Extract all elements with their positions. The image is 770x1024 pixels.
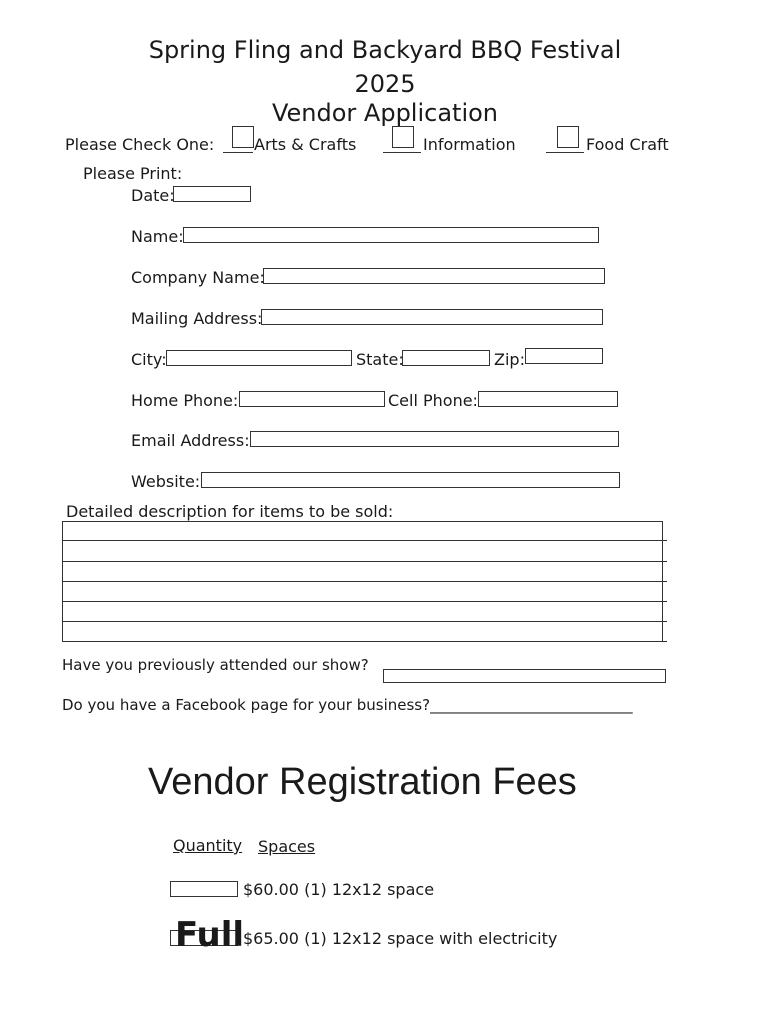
state-field[interactable]: [402, 350, 490, 366]
description-line: [62, 561, 667, 562]
arts-crafts-checkbox[interactable]: [232, 126, 254, 148]
name-field[interactable]: [183, 227, 599, 243]
please-print-label: Please Print:: [83, 164, 183, 183]
attended-field[interactable]: [383, 669, 666, 683]
company-field[interactable]: [263, 268, 605, 284]
form-subtitle: Vendor Application: [271, 99, 499, 127]
facebook-question: Do you have a Facebook page for your business?___________________________: [62, 696, 633, 714]
email-field[interactable]: [250, 431, 619, 447]
spaces-header: Spaces: [258, 837, 316, 856]
description-line: [62, 540, 667, 541]
form-title: Spring Fling and Backyard BBQ Festival: [148, 36, 622, 64]
home-phone-label: Home Phone:: [131, 391, 239, 410]
city-field[interactable]: [166, 350, 352, 366]
food-craft-label: Food Craft: [586, 135, 669, 154]
email-label: Email Address:: [131, 431, 250, 450]
description-label: Detailed description for items to be sold:: [66, 502, 394, 521]
cell-phone-label: Cell Phone:: [388, 391, 478, 410]
information-label: Information: [423, 135, 516, 154]
form-year: 2025: [354, 70, 416, 98]
state-label: State:: [356, 350, 404, 369]
fee-item-65: $65.00 (1) 12x12 space with electricity: [243, 929, 558, 948]
home-phone-field[interactable]: [239, 391, 385, 407]
arts-crafts-label: Arts & Crafts: [254, 135, 357, 154]
food-craft-checkbox[interactable]: [557, 126, 579, 148]
mailing-field[interactable]: [261, 309, 603, 325]
arts-underline: [223, 152, 253, 153]
fee-item-60: $60.00 (1) 12x12 space: [243, 880, 435, 899]
info-underline: [383, 152, 421, 153]
description-line: [62, 601, 667, 602]
quantity-header: Quantity: [173, 836, 243, 855]
website-field[interactable]: [201, 472, 620, 488]
attended-question: Have you previously attended our show?: [62, 656, 369, 674]
mailing-label: Mailing Address:: [131, 309, 263, 328]
information-checkbox[interactable]: [392, 126, 414, 148]
zip-label: Zip:: [494, 350, 525, 369]
check-one-label: Please Check One:: [65, 135, 215, 154]
description-line: [62, 621, 667, 622]
city-label: City:: [131, 350, 167, 369]
zip-field[interactable]: [525, 348, 603, 364]
description-line: [62, 641, 667, 642]
company-label: Company Name:: [131, 268, 265, 287]
full-stamp: Full: [175, 915, 245, 955]
date-label: Date:: [131, 186, 175, 205]
quantity-field-60[interactable]: [170, 881, 238, 897]
fees-title: Vendor Registration Fees: [148, 761, 577, 803]
date-field[interactable]: [173, 186, 251, 202]
description-line: [62, 581, 667, 582]
cell-phone-field[interactable]: [478, 391, 618, 407]
name-label: Name:: [131, 227, 184, 246]
website-label: Website:: [131, 472, 201, 491]
food-underline: [546, 152, 584, 153]
